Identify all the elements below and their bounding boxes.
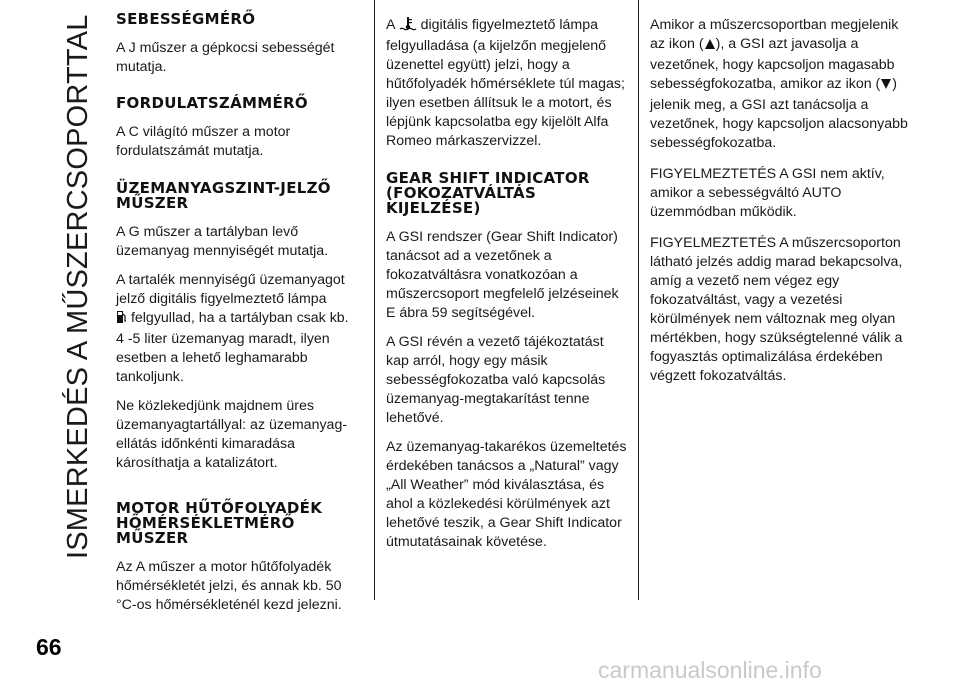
column-1 <box>116 0 360 615</box>
heading-fuel-gauge-line-1: ÜZEMANYAGSZINT-JELZŐ <box>116 179 331 197</box>
paragraph-gsi-3: Az üzemanyag-takarékos üzemeltetés érdekében tanácsos a „Natural” vagy „All Weather” mód kiválasztása, és ahol a közlekedési körülmények azt lehetővé teszik, a Gear Shift Indicator útmutatásainak követése. <box>386 439 627 550</box>
heading-speedometer: SEBESSÉGMÉRŐ <box>116 10 256 28</box>
paragraph-rev-counter: A C világító műszer a motor fordulatszámát mutatja. <box>116 124 291 159</box>
heading-gsi-line-3: KIJELZÉSE) <box>386 199 481 217</box>
watermark: carmanualsonline.info <box>598 657 822 683</box>
paragraph-gsi-1: A GSI rendszer (Gear Shift Indicator) tanácsot ad a vezetőnek a fokozatváltásra vonatkozóan a műszercsoport megfelelő jelzéseinek E ábra 59 segítségével. <box>386 229 619 321</box>
paragraph-fuel-2-text-b: felgyullad, ha a tartályban csak kb. 4 -5 liter üzemanyag maradt, ilyen esetben a lehető leghamarabb tankoljunk. <box>116 310 349 385</box>
heading-coolant-temp-line-3: MŰSZER <box>116 529 189 547</box>
heading-gear-shift-indicator <box>386 171 630 216</box>
paragraph-fuel-3: Ne közlekedjünk majdnem üres üzemanyagtartállyal: az üzemanyag-ellátás időnkénti kimaradása károsíthatja a katalizátort. <box>116 398 348 471</box>
paragraph-speedometer: A J műszer a gépkocsi sebességét mutatja. <box>116 40 335 75</box>
heading-coolant-temp <box>116 501 360 546</box>
triangle-down-icon <box>880 77 892 96</box>
paragraph-temp-warning-a: A <box>386 17 395 33</box>
heading-coolant-temp-line-1: MOTOR HŰTŐFOLYADÉK <box>116 499 323 517</box>
triangle-up-icon <box>704 37 716 56</box>
heading-coolant-temp-line-2: HŐMÉRSÉKLETMÉRŐ <box>116 514 295 532</box>
paragraph-gsi-icons <box>650 16 910 153</box>
coolant-temperature-icon <box>399 16 417 37</box>
fuel-pump-icon <box>116 309 127 330</box>
column-2 <box>386 0 630 552</box>
heading-gsi-line-1: GEAR SHIFT INDICATOR <box>386 169 590 187</box>
paragraph-coolant-temp: Az A műszer a motor hűtőfolyadék hőmérsékletét jelzi, és annak kb. 50 °C-os hőmérsékleténél kezd jelezni. <box>116 559 342 613</box>
paragraph-temp-warning-b: digitális figyelmeztető lámpa felgyulladása (a kijelzőn megjelenő üzenettel együtt) jelzi, hogy a hűtőfolyadék hőmérséklete túl magas; ilyen esetben állítsuk le a motort, és lépjünk kapcsolatba egy kijelölt Alfa Romeo márkaszervizzel. <box>386 17 625 149</box>
heading-rev-counter: FORDULATSZÁMMÉRŐ <box>116 94 308 112</box>
paragraph-gsi-icons-c: ) jelenik meg, a GSI azt tanácsolja a vezetőnek, hogy kapcsoljon alacsonyabb sebességfokozatba. <box>650 76 908 151</box>
heading-fuel-gauge <box>116 181 360 211</box>
paragraph-gsi-icons-b: ), a GSI azt javasolja a vezetőnek, hogy kapcsoljon magasabb sebességfokozatba, amikor az ikon ( <box>650 36 895 92</box>
heading-gsi-line-2: (FOKOZATVÁLTÁS <box>386 184 537 202</box>
paragraph-gsi-2: A GSI révén a vezető tájékoztatást kap arról, hogy egy másik sebességfokozatba való kapcsolás üzemanyag-megtakarítást tenne lehetővé. <box>386 334 606 426</box>
paragraph-gsi-icons-a: Amikor a műszercsoportban megjelenik az ikon ( <box>650 17 899 52</box>
paragraph-temp-warning <box>386 16 630 151</box>
section-title: ISMERKEDÉS A MŰSZERCSOPORTTAL <box>62 14 94 559</box>
page-number: 66 <box>36 634 62 660</box>
paragraph-fuel-2-text-a: A tartalék mennyiségű üzemanyagot jelző digitális figyelmeztető lámpa <box>116 272 345 307</box>
paragraph-warning-indicator: FIGYELMEZTETÉS A műszercsoporton látható jelzés addig marad bekapcsolva, amíg a vezető nem végez egy fokozatváltást, vagy a vezetési körülmények nem változnak meg olyan mértékben, hogy szükségtelenné válik a fogyasztás optimalizálása érdekében végzett fokozatváltás. <box>650 235 903 384</box>
paragraph-fuel-1: A G műszer a tartályban levő üzemanyag mennyiségét mutatja. <box>116 224 329 259</box>
heading-fuel-gauge-line-2: MŰSZER <box>116 194 189 212</box>
paragraph-fuel-2 <box>116 271 360 387</box>
column-divider <box>638 0 639 600</box>
column-3 <box>650 0 910 386</box>
paragraph-warning-auto: FIGYELMEZTETÉS A GSI nem aktív, amikor a sebességváltó AUTO üzemmódban működik. <box>650 166 885 220</box>
column-divider <box>374 0 375 600</box>
